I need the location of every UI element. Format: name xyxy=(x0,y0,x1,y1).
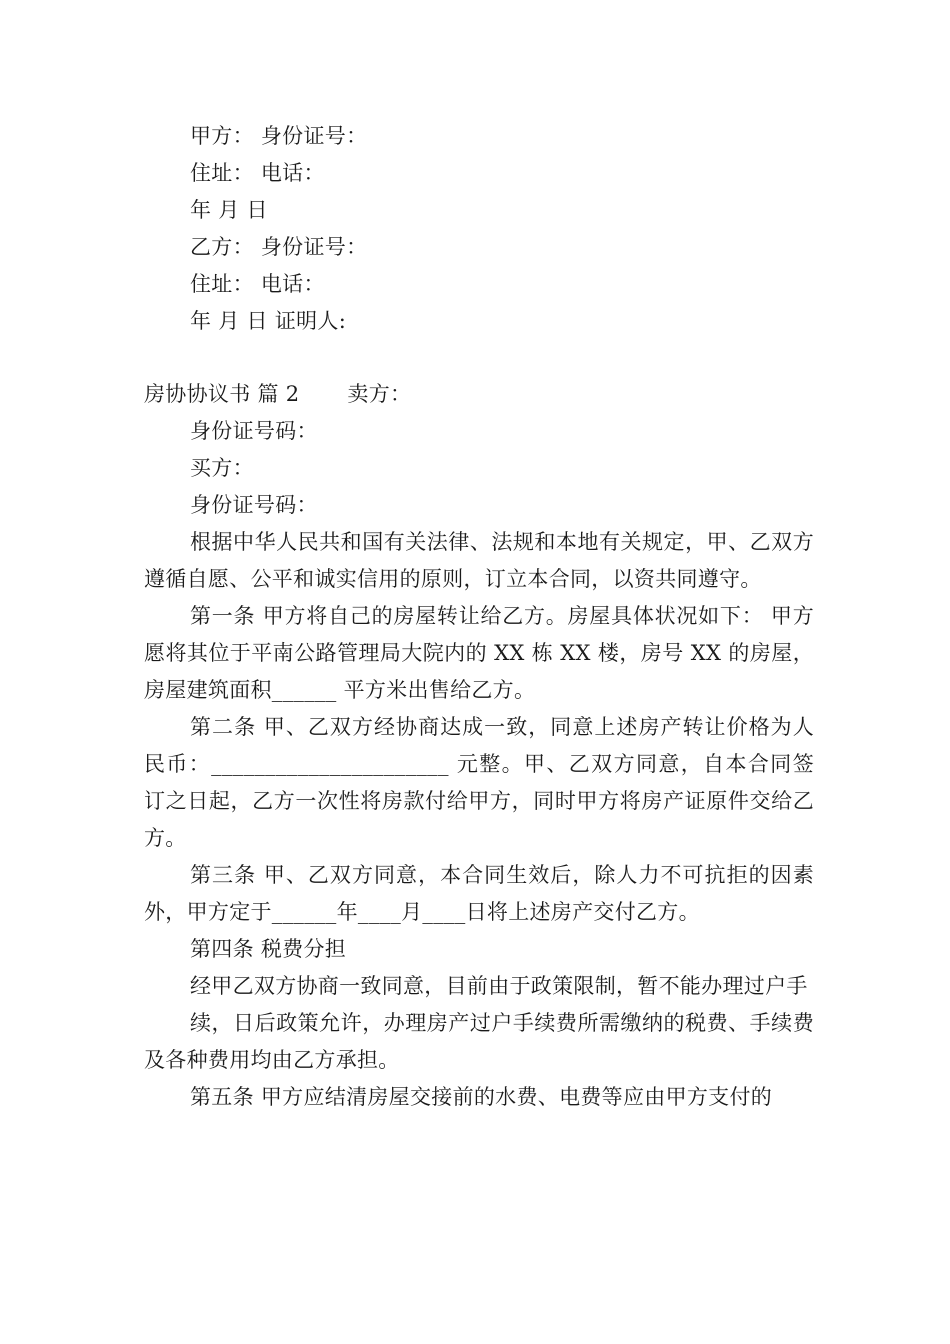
party-b-date-witness-line: 年 月 日 证明人: xyxy=(190,309,347,333)
buyer-id-line: 身份证号码： xyxy=(190,493,318,517)
buyer-label-line: 买方： xyxy=(190,456,254,480)
section-title: 房协协议书 篇 2 xyxy=(144,382,300,406)
document-body xyxy=(144,118,814,1116)
article-5-paragraph: 第五条 甲方应结清房屋交接前的水费、电费等应由甲方支付的 xyxy=(190,1085,773,1109)
intro-paragraph: 根据中华人民共和国有关法律、法规和本地有关规定，甲、乙双方遵循自愿、公平和诚实信用的原则，订立本合同，以资共同遵守。 xyxy=(144,530,814,591)
party-a-id-line: 甲方： 身份证号： xyxy=(190,124,368,148)
seller-label: 卖方： xyxy=(347,382,412,406)
seller-id-line: 身份证号码： xyxy=(190,419,318,443)
article-3-paragraph: 第三条 甲、乙双方同意，本合同生效后，除人力不可抗拒的因素外，甲方定于______年____月____日将上述房产交付乙方。 xyxy=(144,863,814,924)
party-b-address-line: 住址： 电话： xyxy=(190,272,325,296)
article-4-paragraph-1: 经甲乙双方协商一致同意，目前由于政策限制，暂不能办理过户手 xyxy=(190,974,808,998)
party-b-id-line: 乙方： 身份证号： xyxy=(190,235,368,259)
party-a-address-line: 住址： 电话： xyxy=(190,161,325,185)
article-4-title: 第四条 税费分担 xyxy=(190,937,347,961)
party-a-date-line: 年 月 日 xyxy=(190,198,268,222)
article-2-paragraph: 第二条 甲、乙双方经协商达成一致，同意上述房产转让价格为人民币：______________________ 元整。甲、乙双方同意，自本合同签订之日起，乙方一次性将房款付给甲方，同时甲方将房产证原件交给乙方。 xyxy=(144,715,814,850)
section-heading-line xyxy=(144,376,814,413)
article-4-paragraph-2: 续，日后政策允许，办理房产过户手续费所需缴纳的税费、手续费及各种费用均由乙方承担。 xyxy=(144,1011,814,1072)
article-1-paragraph: 第一条 甲方将自己的房屋转让给乙方。房屋具体状况如下： 甲方愿将其位于平南公路管理局大院内的 XX 栋 XX 楼，房号 XX 的房屋，房屋建筑面积______ 平方米出售给乙方。 xyxy=(144,604,814,702)
